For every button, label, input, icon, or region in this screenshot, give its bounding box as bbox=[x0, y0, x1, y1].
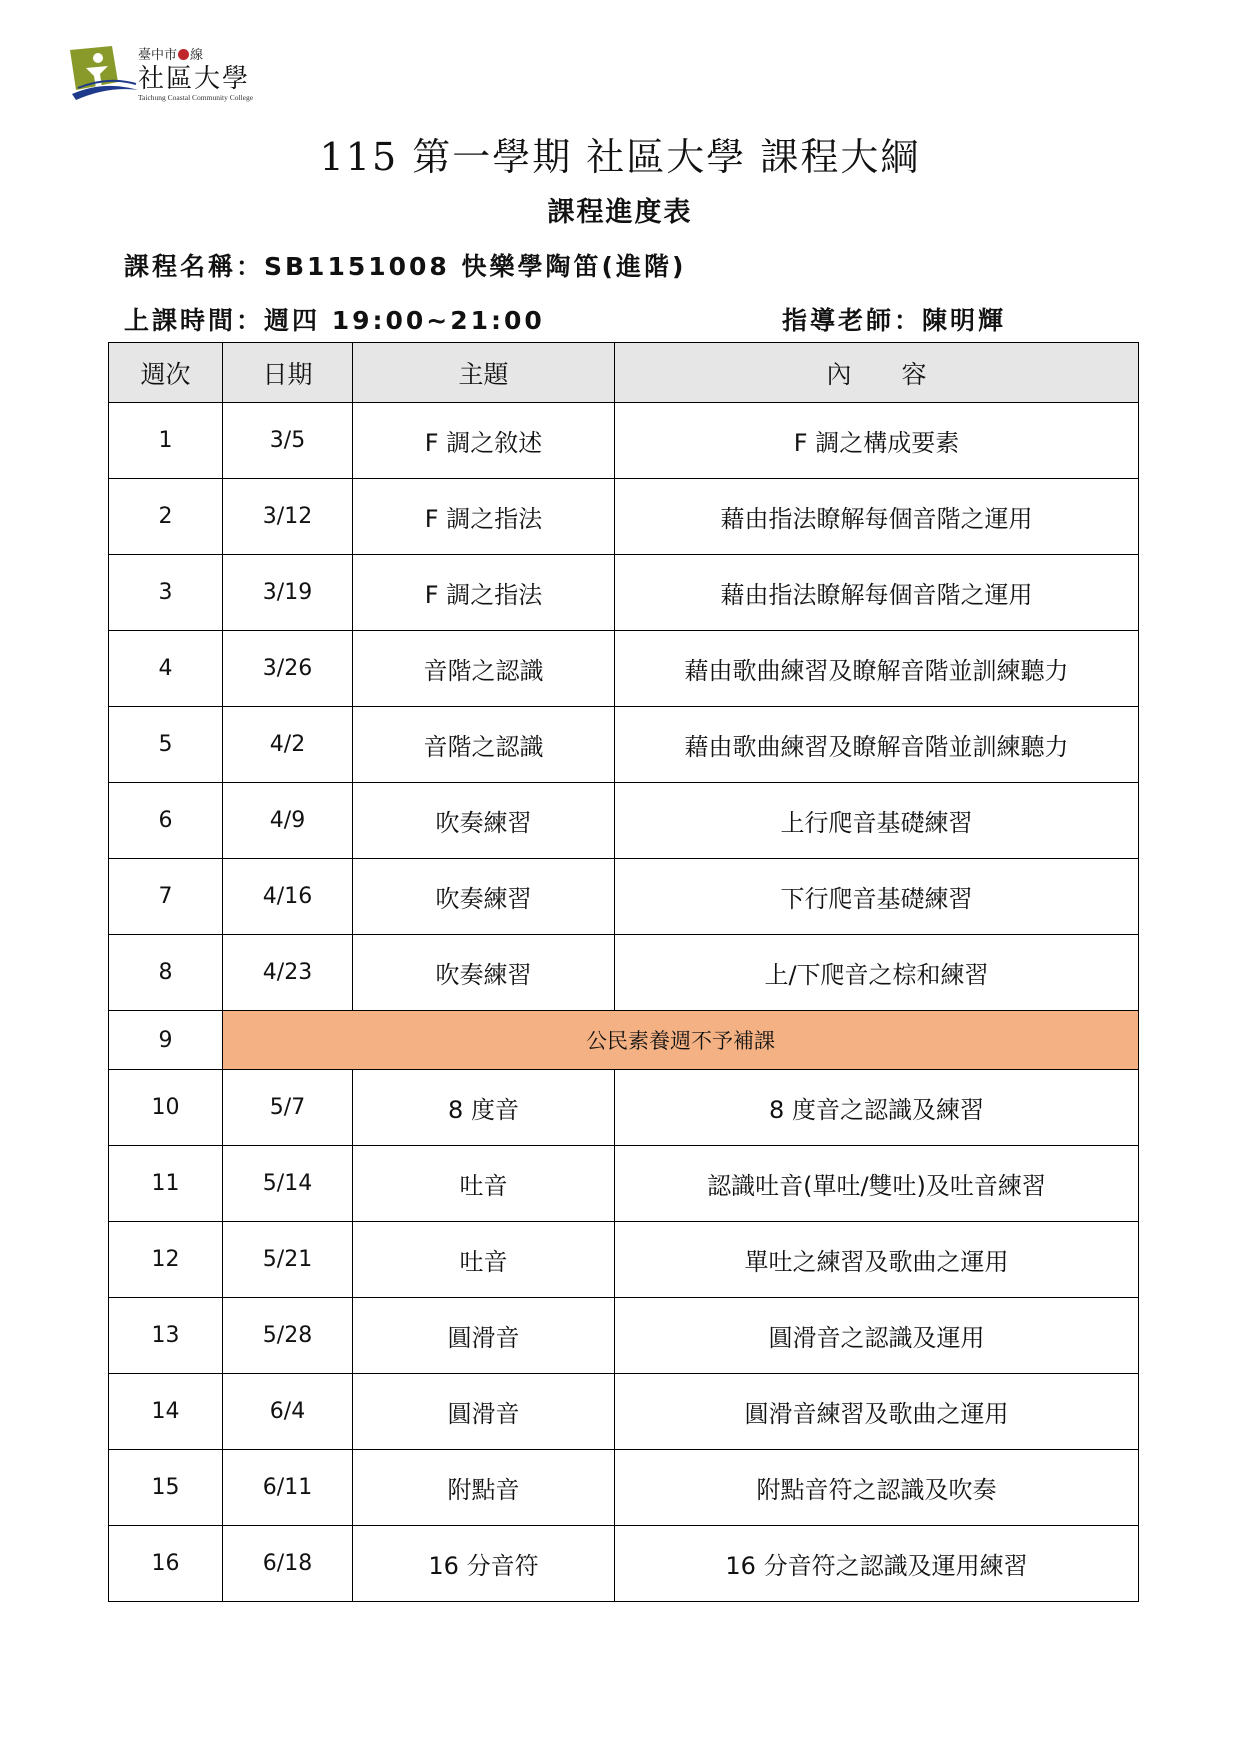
week-cell: 10 bbox=[109, 1070, 223, 1146]
table-row bbox=[109, 783, 1139, 859]
topic-cell: 吐音 bbox=[353, 1146, 615, 1222]
holiday-row bbox=[109, 1011, 1139, 1070]
content-cell: 藉由歌曲練習及瞭解音階並訓練聽力 bbox=[615, 631, 1139, 707]
topic-cell: 圓滑音 bbox=[353, 1298, 615, 1374]
week-cell: 7 bbox=[109, 859, 223, 935]
content-cell: 藉由指法瞭解每個音階之運用 bbox=[615, 555, 1139, 631]
table-row bbox=[109, 859, 1139, 935]
table-row bbox=[109, 1450, 1139, 1526]
date-cell: 6/4 bbox=[223, 1374, 353, 1450]
table-row bbox=[109, 1146, 1139, 1222]
date-cell: 4/9 bbox=[223, 783, 353, 859]
table-row bbox=[109, 1374, 1139, 1450]
table-row bbox=[109, 1222, 1139, 1298]
topic-cell: 吹奏練習 bbox=[353, 859, 615, 935]
topic-cell: 吐音 bbox=[353, 1222, 615, 1298]
date-cell: 6/18 bbox=[223, 1526, 353, 1602]
week-cell: 2 bbox=[109, 479, 223, 555]
week-cell: 1 bbox=[109, 403, 223, 479]
date-cell: 5/28 bbox=[223, 1298, 353, 1374]
logo-main-text: 社區大學 bbox=[138, 64, 251, 94]
date-cell: 4/23 bbox=[223, 935, 353, 1011]
date-cell: 3/5 bbox=[223, 403, 353, 479]
topic-cell: 吹奏練習 bbox=[353, 783, 615, 859]
date-cell: 3/19 bbox=[223, 555, 353, 631]
schedule-table bbox=[108, 342, 1139, 1602]
content-cell: 圓滑音練習及歌曲之運用 bbox=[615, 1374, 1139, 1450]
date-cell: 5/14 bbox=[223, 1146, 353, 1222]
class-time: 上課時間：週四 19:00~21:00 bbox=[124, 306, 545, 335]
topic-cell: F 調之指法 bbox=[353, 555, 615, 631]
date-cell: 5/7 bbox=[223, 1070, 353, 1146]
content-cell: 藉由歌曲練習及瞭解音階並訓練聽力 bbox=[615, 707, 1139, 783]
table-row bbox=[109, 555, 1139, 631]
date-cell: 4/16 bbox=[223, 859, 353, 935]
table-row bbox=[109, 631, 1139, 707]
topic-cell: 圓滑音 bbox=[353, 1374, 615, 1450]
week-cell: 15 bbox=[109, 1450, 223, 1526]
topic-cell: 附點音 bbox=[353, 1450, 615, 1526]
date-cell: 3/26 bbox=[223, 631, 353, 707]
topic-cell: 音階之認識 bbox=[353, 631, 615, 707]
content-cell: 16 分音符之認識及運用練習 bbox=[615, 1526, 1139, 1602]
table-header-row bbox=[109, 343, 1139, 403]
week-cell: 12 bbox=[109, 1222, 223, 1298]
content-cell: 圓滑音之認識及運用 bbox=[615, 1298, 1139, 1374]
date-cell: 6/11 bbox=[223, 1450, 353, 1526]
header-date: 日期 bbox=[223, 343, 353, 403]
table-row bbox=[109, 403, 1139, 479]
content-cell: 藉由指法瞭解每個音階之運用 bbox=[615, 479, 1139, 555]
topic-cell: F 調之敘述 bbox=[353, 403, 615, 479]
table-row bbox=[109, 1298, 1139, 1374]
week-cell: 11 bbox=[109, 1146, 223, 1222]
content-cell: 8 度音之認識及練習 bbox=[615, 1070, 1139, 1146]
table-row bbox=[109, 1526, 1139, 1602]
date-cell: 4/2 bbox=[223, 707, 353, 783]
table-row bbox=[109, 1070, 1139, 1146]
table-row bbox=[109, 707, 1139, 783]
content-cell: 上/下爬音之棕和練習 bbox=[615, 935, 1139, 1011]
topic-cell: 吹奏練習 bbox=[353, 935, 615, 1011]
header-content: 內 容 bbox=[615, 343, 1139, 403]
topic-cell: 8 度音 bbox=[353, 1070, 615, 1146]
content-cell: 認識吐音(單吐/雙吐)及吐音練習 bbox=[615, 1146, 1139, 1222]
logo-city-text: 臺中市 線 bbox=[138, 48, 204, 63]
week-cell: 14 bbox=[109, 1374, 223, 1450]
logo-english-text: Taichung Coastal Community College bbox=[138, 93, 254, 102]
week-cell: 6 bbox=[109, 783, 223, 859]
page-title: 115 第一學期 社區大學 課程大綱 bbox=[319, 135, 921, 179]
course-name: 課程名稱：SB1151008 快樂學陶笛(進階) bbox=[124, 252, 687, 281]
content-cell: 附點音符之認識及吹奏 bbox=[615, 1450, 1139, 1526]
teacher-name: 指導老師：陳明輝 bbox=[782, 306, 1007, 335]
week-cell: 3 bbox=[109, 555, 223, 631]
topic-cell: 16 分音符 bbox=[353, 1526, 615, 1602]
date-cell: 5/21 bbox=[223, 1222, 353, 1298]
header-week: 週次 bbox=[109, 343, 223, 403]
content-cell: F 調之構成要素 bbox=[615, 403, 1139, 479]
table-row bbox=[109, 935, 1139, 1011]
topic-cell: 音階之認識 bbox=[353, 707, 615, 783]
page-subtitle: 課程進度表 bbox=[547, 197, 693, 228]
week-cell: 16 bbox=[109, 1526, 223, 1602]
content-cell: 下行爬音基礎練習 bbox=[615, 859, 1139, 935]
week-cell: 9 bbox=[109, 1011, 223, 1070]
school-logo bbox=[68, 44, 268, 104]
table-row bbox=[109, 479, 1139, 555]
week-cell: 5 bbox=[109, 707, 223, 783]
week-cell: 8 bbox=[109, 935, 223, 1011]
logo-emblem-icon bbox=[68, 44, 140, 104]
content-cell: 單吐之練習及歌曲之運用 bbox=[615, 1222, 1139, 1298]
content-cell: 上行爬音基礎練習 bbox=[615, 783, 1139, 859]
date-cell: 3/12 bbox=[223, 479, 353, 555]
week-cell: 13 bbox=[109, 1298, 223, 1374]
holiday-note: 公民素養週不予補課 bbox=[223, 1011, 1139, 1070]
topic-cell: F 調之指法 bbox=[353, 479, 615, 555]
header-topic: 主題 bbox=[353, 343, 615, 403]
week-cell: 4 bbox=[109, 631, 223, 707]
